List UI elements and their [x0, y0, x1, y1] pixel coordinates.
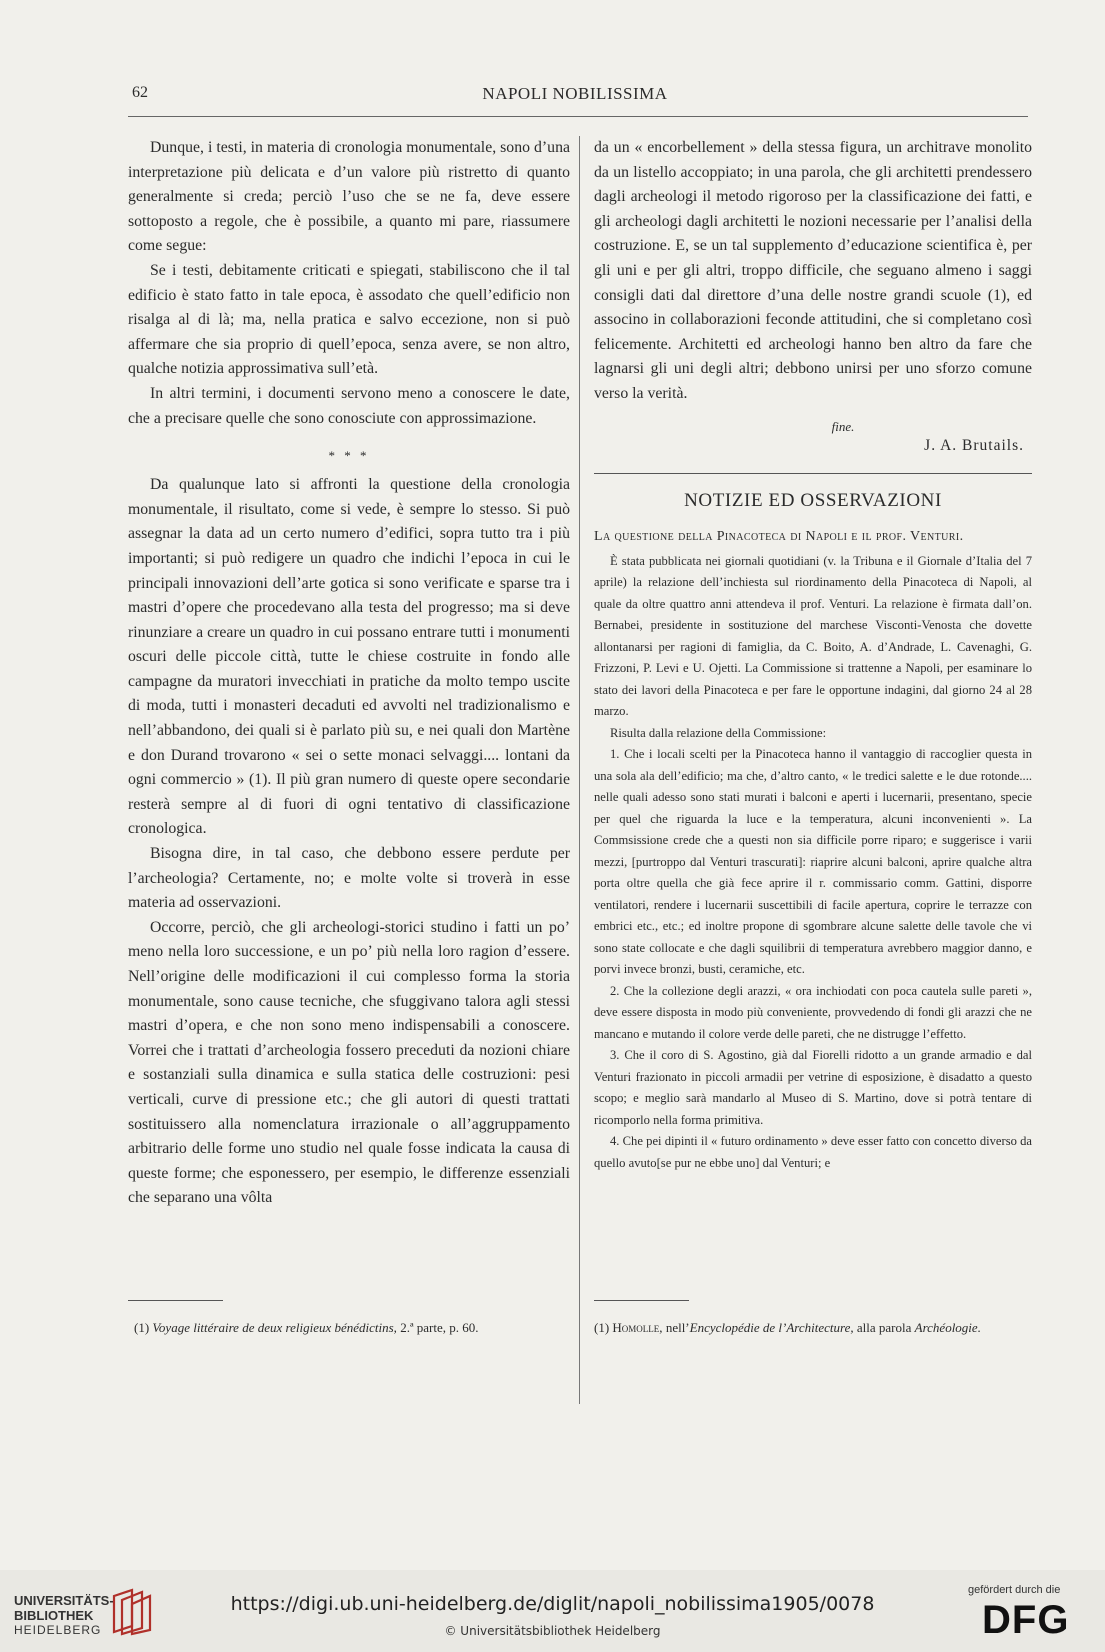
- dfg-logo: DFG: [982, 1598, 1070, 1642]
- paragraph: 4. Che pei dipinti il « futuro ordinamento » deve esser fatto con concetto diverso da quello avuto[se pur ne ebbe uno] dal Venturi; e: [594, 1134, 1032, 1170]
- page-url-link[interactable]: https://digi.ub.uni-heidelberg.de/diglit/napoli_nobilissima1905/0078: [230, 1593, 875, 1615]
- paragraph: 3. Che il coro di S. Agostino, già dal Fiorelli ridotto a un grande armadio e dal Venturi frazionato in piccoli armadii per vetrine di esposizione, è disadatto a questo scopo; e meglio sarà mandarlo al Museo di S. Martino, dove si potrà tentare di ricomporlo nella forma primitiva.: [594, 1048, 1032, 1127]
- fine-mark: fine.: [831, 418, 855, 434]
- left-column: [128, 136, 570, 1211]
- copyright-notice: © Universitätsbibliothek Heidelberg: [444, 1624, 661, 1638]
- paragraph: Da qualunque lato si affronti la questione della cronologia monumentale, il risultato, come si vede, è sempre lo stesso. Si può assegnar la data ad un certo numero d’edifici, sopra tutto tra i più importanti; si può redigere un quadro che indichi l’epoca in cui le principali innovazioni dell’arte gotica si sono verificate e sparse tra i mastri d’opere che procedevano alla testa del progresso; ma si deve rinunziare a creare un quadro in cui possano entrare tutti i monumenti oscuri delle piccole città, tutte le chiese costruite in fondo alle campagne da muratori invecchiati in pratiche da molto tempo uscite di moda, tutti i monasteri decaduti ed avvolti nel tradizionalismo e nell’abbandono, dei quali si è parlato più su, e nei quali don Martène e don Durand trovarono « sei o sette monaci selvaggi.... lontani da ogni commercio » (1). Il più gran numero di queste opere secondarie resterà sempre al di fuori di ogni tentativo di classificazione cronologica.: [128, 476, 570, 838]
- paragraph: Dunque, i testi, in materia di cronologia monumentale, sono d’una interpretazione più delicata e d’un valore più ristretto di quanto generalmente si creda; perciò l’uso che se ne fa, deve essere sottoposto a regole, che è possibile, a quanto mi pare, riassumere come segue:: [128, 139, 570, 255]
- column-divider: [579, 136, 580, 1404]
- header-rule: [128, 116, 1028, 117]
- footnote-rule: [594, 1300, 689, 1301]
- footnote-right: (1) Homolle, nell’Encyclopédie de l’Architecture, alla parola Archéologie.: [594, 1320, 981, 1335]
- paragraph: In altri termini, i documenti servono meno a conoscere le date, che a precisare quelle che sono conosciute con approssimazione.: [128, 384, 570, 427]
- section-title: NOTIZIE ED OSSERVAZIONI: [684, 489, 942, 511]
- funding-caption: gefördert durch die: [968, 1584, 1061, 1596]
- library-logo-text: UNIVERSITÄTS- BIBLIOTHEK HEIDELBERG: [14, 1593, 114, 1637]
- footnote-rule: [128, 1300, 223, 1301]
- running-title: NAPOLI NOBILISSIMA: [482, 84, 668, 103]
- paragraph: Se i testi, debitamente criticati e spiegati, stabiliscono che il tal edificio è stato fatto in tale epoca, è assodato che quell’edificio non risalga al di là; ma, nella pratica e salvo eccezione, non si può affermare che sia proprio di quell’epoca, senza avere, se non altro, qualche notizia approssimativa sull’età.: [128, 261, 570, 378]
- page-number: 62: [132, 84, 148, 101]
- paragraph: 2. Che la collezione degli arazzi, « ora inchiodati con poca cautela sulle pareti », deve essere disposta in modo più conveniente, provvedendo di fondi gli arazzi che ne mancano e mutando il colore verde delle pareti, che ne distrugge l’effetto.: [594, 983, 1032, 1041]
- section-asterisks: * * *: [328, 448, 370, 464]
- paragraph: Occorre, perciò, che gli archeologi-storici studino i fatti un po’ meno nella loro successione, e un po’ più nella loro ragion d’essere. Nell’origine delle modificazioni il cui complesso forma la storia monumentale, sono cause tecniche, che sfuggivano talora agli stessi mastri d’opera, e che non sono meno indispensabili a conoscere. Vorrei che i trattati d’archeologia fossero preceduti da nozioni chiare e sostanziali sulla dinamica e sulla statica delle costruzioni: pesi verticali, curve di pressione etc.; che gli autori di questi trattati sostituissero alla nomenclatura irrazionale o all’aggruppamento arbitrario delle forme uno studio nel quale fosse indicata la causa di queste forme; che esponessero, per esempio, le differenze essenziali che separano una vôlta: [128, 918, 570, 1207]
- footnote-left: (1) Voyage littéraire de deux religieux bénédictins, 2.ª parte, p. 60.: [134, 1320, 479, 1335]
- section-rule: [594, 473, 1032, 474]
- right-column: [594, 136, 1032, 1174]
- paragraph: Bisogna dire, in tal caso, che debbono essere perdute per l’archeologia? Certamente, no; e molte volte si troverà in esse materia ad osservazioni.: [128, 845, 570, 912]
- subsection-heading: La questione della Pinacoteca di Napoli e il prof. Venturi.: [594, 528, 964, 544]
- news-body: [594, 551, 1032, 1175]
- paragraph: È stata pubblicata nei giornali quotidiani (v. la Tribuna e il Giornale d’Italia del 7 aprile) la relazione dell’inchiesta sul riordinamento della Pinacoteca di Napoli, al quale da oltre quattro anni attendeva il prof. Venturi. La relazione è firmata dall’on. Bernabei, presidente in sostituzione del marchese Visconti-Venosta che dovette allontanarsi per ragioni di famiglia, da C. Boito, A. d’Andrade, L. Cavenaghi, G. Frizzoni, P. Levi e U. Ojetti. La Commissione si trattenne a Napoli, per esaminare lo stato dei lavori della Pinacoteca e per fare le opportune indagini, dal giorno 24 al 28 marzo.: [594, 553, 1032, 719]
- paragraph: Risulta dalla relazione della Commissione:: [610, 725, 827, 740]
- paragraph: da un « encorbellement » della stessa figura, un architrave monolito da un listello accoppiato; in una parola, che gli architetti prendessero dagli archeologi il metodo rigoroso per la classificazione dei fatti, e gli archeologi dagli architetti le nozioni necessarie per l’analisi della costruzione. E, se un tal supplemento d’educazione scientifica è, per gli uni e per gli altri, troppo difficile, che seguano almeno i saggi consigli dati dal direttore d’una delle nostre grandi scuole (1), ed associno in collaborazioni feconde attitudini, che si completano così felicemente. Architetti ed archeologi hanno ben altro da fare che lagnarsi gli uni degli altri; debbono unirsi per uno sforzo comune verso la verità.: [594, 139, 1032, 402]
- author-signature: J. A. Brutails.: [924, 436, 1024, 454]
- paragraph: 1. Che i locali scelti per la Pinacoteca hanno il vantaggio di raccoglier questa in una sola ala dell’edificio; ma che, d’altro canto, « le tredici salette e le due rotonde.... nelle quali adesso sono stati murati i balconi e aperti i lucernarii, presentano, specie per quel che riguarda la luce e la temperatura, alcuni inconvenienti ». La Commsissione crede che a questi non sia difficile porre riparo; e suggerisce i varii mezzi, [purtroppo dal Venturi trascurati]: riaprire alcuni balconi, aprire qualche altra porta oltre quella che già fece aprire il r. commissario comm. Gattini, disporre ventilatori, rendere i lucernarii suscettibili di facile apertura, coprire le terrazze con embrici etc., etc.; ed inoltre propone di sgombrare alcune salette delle tavole che vi sono state collocate e che dagli squilibrii di temperatura avrebbero maggior danno, e porvi invece bronzi, busti, ceramiche, etc.: [594, 747, 1032, 977]
